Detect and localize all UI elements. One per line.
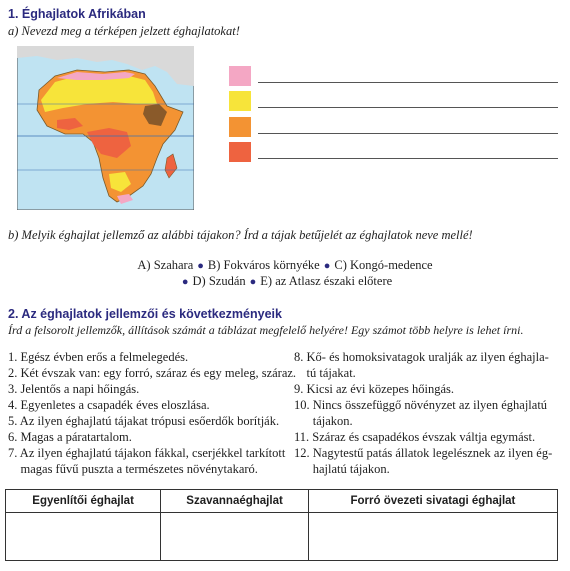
options-line-2: [0, 274, 570, 289]
option-b: B) Fokváros környéke: [207, 258, 320, 272]
bullet-icon: ●: [323, 260, 331, 272]
statement: 11. Száraz és csapadékos évszak váltja egymást.: [294, 430, 536, 444]
answer-line-2[interactable]: [258, 107, 558, 108]
statement: 3. Jelentős a napi hőingás.: [8, 382, 140, 396]
answer-cell-equatorial[interactable]: [6, 513, 161, 561]
statements-right: [294, 349, 552, 477]
task2-instruction: Írd a felsorolt jellemzők, állítások számát a táblázat megfelelő helyére! Egy számot több helyre is lehet írni.: [8, 323, 524, 337]
option-d: D) Szudán: [192, 274, 246, 288]
option-e: E) az Atlasz északi előtere: [260, 274, 393, 288]
header-desert: Forró övezeti sivatagi éghajlat: [308, 490, 557, 513]
task2-title: 2. Az éghajlatok jellemzői és következményeik: [8, 307, 282, 321]
statement: 8. Kő- és homoksivatagok uralják az ilyen éghajla-: [294, 350, 549, 364]
legend-swatch-2: [229, 91, 251, 111]
statement: 7. Az ilyen éghajlatú tájakon fákkal, cserjékkel tarkított: [8, 446, 286, 460]
answer-line-1[interactable]: [258, 82, 558, 83]
statement: 4. Egyenletes a csapadék éves eloszlása.: [8, 398, 210, 412]
statement: 2. Két évszak van: egy forró, száraz és egy meleg, száraz.: [8, 366, 297, 380]
statement: 10. Nincs összefüggő növényzet az ilyen éghajlatú: [294, 398, 548, 412]
task1-question-b: b) Melyik éghajlat jellemző az alábbi tájakon? Írd a tájak betűjelét az éghajlatok neve mellé!: [8, 228, 473, 242]
option-c: C) Kongó-medence: [334, 258, 433, 272]
answer-table: [5, 489, 558, 561]
statement: 9. Kicsi az évi közepes hőingás.: [294, 382, 455, 396]
statement: magas fűvű puszta a természetes növénytakaró.: [8, 462, 258, 476]
statement: 12. Nagytestű patás állatok legelésznek az ilyen ég-: [294, 446, 553, 460]
statement: tájakon.: [294, 414, 353, 428]
statement: 1. Egész évben erős a felmelegedés.: [8, 350, 189, 364]
legend-swatch-1: [229, 66, 251, 86]
bullet-icon: ●: [181, 276, 189, 288]
statement: 6. Magas a páratartalom.: [8, 430, 132, 444]
legend-swatch-3: [229, 117, 251, 137]
header-savanna: Szavannaéghajlat: [161, 490, 309, 513]
task1-question-a: a) Nevezd meg a térképen jelzett éghajlatokat!: [8, 24, 240, 38]
answer-cell-savanna[interactable]: [161, 513, 309, 561]
header-equatorial: Egyenlítői éghajlat: [6, 490, 161, 513]
statement: tú tájakat.: [294, 366, 356, 380]
statements-left: [8, 349, 296, 477]
bullet-icon: ●: [249, 276, 257, 288]
answer-line-4[interactable]: [258, 158, 558, 159]
option-a: A) Szahara: [137, 258, 194, 272]
statement: 5. Az ilyen éghajlatú tájakat trópusi esőerdők borítják.: [8, 414, 280, 428]
task1-title: 1. Éghajlatok Afrikában: [8, 7, 146, 21]
bullet-icon: ●: [197, 260, 204, 272]
answer-line-3[interactable]: [258, 133, 558, 134]
africa-climate-map: [17, 46, 194, 210]
statement: hajlatú tájakon.: [294, 462, 390, 476]
legend-swatch-4: [229, 142, 251, 162]
answer-cell-desert[interactable]: [308, 513, 557, 561]
options-line-1: [0, 258, 570, 273]
